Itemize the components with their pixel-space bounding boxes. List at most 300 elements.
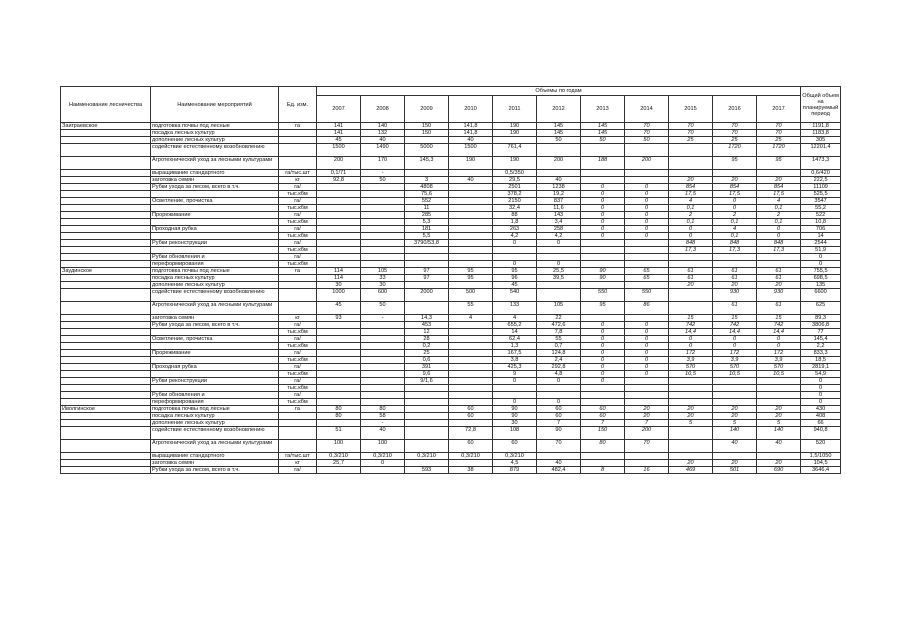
header-unit: Ед. изм. xyxy=(279,87,317,123)
forestry-cell xyxy=(61,226,151,233)
year-value-cell: 170 xyxy=(361,157,405,170)
unit-cell: тыс.кбм xyxy=(279,371,317,378)
year-value-cell: 0,1 xyxy=(669,219,713,226)
forestry-cell xyxy=(61,440,151,453)
table-header xyxy=(61,87,841,123)
table-row xyxy=(61,198,841,205)
year-value-cell: 20 xyxy=(669,460,713,467)
year-value-cell: 90 xyxy=(581,268,625,275)
year-value-cell: 570 xyxy=(713,364,757,371)
header-year: 2016 xyxy=(713,96,757,123)
total-cell: 135 xyxy=(801,282,841,289)
total-cell: 0 xyxy=(801,399,841,406)
year-value-cell: 25,5 xyxy=(537,268,581,275)
year-value-cell xyxy=(361,357,405,364)
year-value-cell: 4 xyxy=(713,226,757,233)
year-value-cell: 0,3/210 xyxy=(317,453,361,460)
year-value-cell: 5000 xyxy=(405,144,449,157)
header-by-years: Объемы по годам xyxy=(317,87,801,96)
year-value-cell xyxy=(669,453,713,460)
table-row xyxy=(61,420,841,427)
year-value-cell: 132 xyxy=(361,130,405,137)
year-value-cell: 0,3/210 xyxy=(405,453,449,460)
table-row xyxy=(61,460,841,467)
year-value-cell: 45 xyxy=(493,282,537,289)
year-value-cell: 0 xyxy=(625,322,669,329)
table-row xyxy=(61,364,841,371)
table-row xyxy=(61,302,841,315)
year-value-cell xyxy=(317,350,361,357)
year-value-cell xyxy=(361,378,405,385)
year-value-cell: 15 xyxy=(669,315,713,322)
year-value-cell xyxy=(361,350,405,357)
table-row xyxy=(61,219,841,226)
year-value-cell: 2 xyxy=(757,212,801,219)
year-value-cell: 61 xyxy=(757,275,801,282)
year-value-cell: 453 xyxy=(405,322,449,329)
year-value-cell xyxy=(581,254,625,261)
unit-cell: тыс.кбм xyxy=(279,247,317,254)
activity-cell: дополнение лесных культур xyxy=(151,420,279,427)
year-value-cell: 51 xyxy=(317,427,361,440)
year-value-cell: 7,8 xyxy=(537,329,581,336)
year-value-cell xyxy=(537,170,581,177)
forestry-cell xyxy=(61,198,151,205)
year-value-cell: 501 xyxy=(713,467,757,474)
year-value-cell: 22 xyxy=(537,315,581,322)
year-value-cell: 0 xyxy=(757,226,801,233)
unit-cell: кг xyxy=(279,315,317,322)
year-value-cell: 0 xyxy=(625,364,669,371)
year-value-cell: 45 xyxy=(317,302,361,315)
total-cell: 11109 xyxy=(801,184,841,191)
year-value-cell: 0,3/210 xyxy=(449,453,493,460)
total-cell: 2819,1 xyxy=(801,364,841,371)
activity-cell xyxy=(151,247,279,254)
activity-cell xyxy=(151,371,279,378)
total-cell: 833,3 xyxy=(801,350,841,357)
activity-cell xyxy=(151,329,279,336)
year-value-cell: 50 xyxy=(537,137,581,144)
forestry-cell xyxy=(61,275,151,282)
total-cell: 520 xyxy=(801,440,841,453)
year-value-cell: 655,2 xyxy=(493,322,537,329)
year-value-cell: 93 xyxy=(317,315,361,322)
year-value-cell: 14,4 xyxy=(713,329,757,336)
year-value-cell xyxy=(625,453,669,460)
year-value-cell: 848 xyxy=(669,240,713,247)
year-value-cell xyxy=(317,399,361,406)
year-value-cell: 1,8 xyxy=(493,219,537,226)
header-year: 2015 xyxy=(669,96,713,123)
year-value-cell xyxy=(713,261,757,268)
activity-cell: выращивание стандартного xyxy=(151,170,279,177)
year-value-cell: 20 xyxy=(757,406,801,413)
year-value-cell: 14,4 xyxy=(757,329,801,336)
year-value-cell xyxy=(449,226,493,233)
activity-cell: Проходная рубка xyxy=(151,364,279,371)
table-row xyxy=(61,378,841,385)
activity-cell: Рубки обновления и xyxy=(151,254,279,261)
year-value-cell xyxy=(361,322,405,329)
year-value-cell xyxy=(449,343,493,350)
year-value-cell: 141,8 xyxy=(449,123,493,130)
year-value-cell: 14,4 xyxy=(669,329,713,336)
total-cell: 698,5 xyxy=(801,275,841,282)
year-value-cell: 0,1 xyxy=(757,205,801,212)
forestry-cell xyxy=(61,399,151,406)
year-value-cell xyxy=(361,336,405,343)
unit-cell: тыс.кбм xyxy=(279,261,317,268)
unit-cell: га/ xyxy=(279,184,317,191)
year-value-cell: 540 xyxy=(493,289,537,302)
year-value-cell: 20 xyxy=(669,413,713,420)
year-value-cell: 65 xyxy=(625,268,669,275)
year-value-cell xyxy=(317,240,361,247)
forestry-cell: Заудинское xyxy=(61,268,151,275)
year-value-cell: 550 xyxy=(581,289,625,302)
year-value-cell xyxy=(669,261,713,268)
year-value-cell: 1,3 xyxy=(493,343,537,350)
year-value-cell: 143 xyxy=(537,212,581,219)
year-value-cell xyxy=(317,329,361,336)
year-value-cell: 70 xyxy=(669,130,713,137)
year-value-cell: 0 xyxy=(581,226,625,233)
year-value-cell: 90 xyxy=(493,413,537,420)
year-value-cell: 0,5/350 xyxy=(493,170,537,177)
year-value-cell xyxy=(537,289,581,302)
year-value-cell xyxy=(449,205,493,212)
total-cell: 0,6/420 xyxy=(801,170,841,177)
forestry-cell xyxy=(61,322,151,329)
year-value-cell: 3,9 xyxy=(669,357,713,364)
header-year: 2009 xyxy=(405,96,449,123)
unit-cell: га/ xyxy=(279,336,317,343)
year-value-cell: 0 xyxy=(581,357,625,364)
unit-cell: тыс.кбм xyxy=(279,329,317,336)
year-value-cell: 70 xyxy=(713,130,757,137)
year-value-cell: 90 xyxy=(581,275,625,282)
forestry-cell xyxy=(61,329,151,336)
year-value-cell: 70 xyxy=(625,440,669,453)
activity-cell: Осветление, прочистка xyxy=(151,336,279,343)
year-value-cell xyxy=(625,282,669,289)
year-value-cell: 96 xyxy=(493,275,537,282)
year-value-cell: 150 xyxy=(405,123,449,130)
forestry-cell xyxy=(61,137,151,144)
year-value-cell xyxy=(405,420,449,427)
year-value-cell: 0 xyxy=(669,343,713,350)
year-value-cell: 0 xyxy=(669,233,713,240)
year-value-cell: 8 xyxy=(581,467,625,474)
year-value-cell: 854 xyxy=(713,184,757,191)
year-value-cell: 0 xyxy=(625,350,669,357)
year-value-cell xyxy=(581,315,625,322)
year-value-cell: 55 xyxy=(449,302,493,315)
year-value-cell xyxy=(449,282,493,289)
year-value-cell: 20 xyxy=(669,406,713,413)
unit-cell: га xyxy=(279,268,317,275)
year-value-cell: - xyxy=(361,170,405,177)
year-value-cell xyxy=(449,191,493,198)
forestry-cell xyxy=(61,357,151,364)
table-row xyxy=(61,170,841,177)
year-value-cell xyxy=(669,399,713,406)
year-value-cell xyxy=(361,329,405,336)
year-value-cell: 848 xyxy=(713,240,757,247)
unit-cell: га/ xyxy=(279,212,317,219)
year-value-cell xyxy=(625,378,669,385)
year-value-cell xyxy=(625,392,669,399)
year-value-cell: 75,6 xyxy=(405,191,449,198)
year-value-cell: 17,5 xyxy=(757,191,801,198)
year-value-cell: 0 xyxy=(625,219,669,226)
total-cell: 0 xyxy=(801,261,841,268)
total-cell: 89,3 xyxy=(801,315,841,322)
forestry-cell xyxy=(61,212,151,219)
forestry-cell xyxy=(61,378,151,385)
total-cell: 1473,3 xyxy=(801,157,841,170)
year-value-cell: 285 xyxy=(405,212,449,219)
year-value-cell: 0 xyxy=(581,350,625,357)
year-value-cell xyxy=(361,205,405,212)
table-body xyxy=(61,123,841,474)
year-value-cell: 5 xyxy=(713,420,757,427)
year-value-cell xyxy=(625,170,669,177)
year-value-cell: 0 xyxy=(581,378,625,385)
year-value-cell xyxy=(317,191,361,198)
year-value-cell: 60 xyxy=(537,413,581,420)
unit-cell: га/ xyxy=(279,350,317,357)
year-value-cell: 39,5 xyxy=(537,275,581,282)
year-value-cell xyxy=(581,460,625,467)
year-value-cell xyxy=(361,233,405,240)
table-row xyxy=(61,177,841,184)
year-value-cell xyxy=(317,364,361,371)
year-value-cell: 4 xyxy=(493,315,537,322)
year-value-cell xyxy=(669,254,713,261)
forestry-cell xyxy=(61,392,151,399)
unit-cell: га/ xyxy=(279,198,317,205)
year-value-cell: 28 xyxy=(405,336,449,343)
year-value-cell: 3,9 xyxy=(757,357,801,364)
year-value-cell xyxy=(669,289,713,302)
table-row xyxy=(61,315,841,322)
table-row xyxy=(61,350,841,357)
year-value-cell: 391 xyxy=(405,364,449,371)
total-cell: 10,8 xyxy=(801,219,841,226)
year-value-cell: 61 xyxy=(669,268,713,275)
year-value-cell: 0 xyxy=(493,261,537,268)
table-row xyxy=(61,440,841,453)
activity-cell: посадка лесных культур xyxy=(151,275,279,282)
year-value-cell: 70 xyxy=(757,130,801,137)
year-value-cell: 5 xyxy=(757,420,801,427)
year-value-cell: 90 xyxy=(493,406,537,413)
year-value-cell: 0 xyxy=(625,226,669,233)
year-value-cell: 141 xyxy=(317,130,361,137)
year-value-cell: 0,3/210 xyxy=(493,453,537,460)
year-value-cell: 0 xyxy=(625,184,669,191)
year-value-cell xyxy=(713,385,757,392)
year-value-cell: 105 xyxy=(361,268,405,275)
year-value-cell: 0,1 xyxy=(669,205,713,212)
total-cell: 1183,8 xyxy=(801,130,841,137)
table-row xyxy=(61,413,841,420)
year-value-cell: 70 xyxy=(537,440,581,453)
year-value-cell xyxy=(405,427,449,440)
year-value-cell: 60 xyxy=(493,440,537,453)
activity-cell: Осветление, прочистка xyxy=(151,198,279,205)
year-value-cell: 854 xyxy=(757,184,801,191)
table-row xyxy=(61,268,841,275)
year-value-cell: 62,4 xyxy=(493,336,537,343)
year-value-cell: 552 xyxy=(405,198,449,205)
year-value-cell: 570 xyxy=(669,364,713,371)
year-value-cell: 20 xyxy=(713,460,757,467)
year-value-cell xyxy=(449,170,493,177)
table-row xyxy=(61,137,841,144)
year-value-cell xyxy=(757,254,801,261)
year-value-cell: 17,3 xyxy=(669,247,713,254)
year-value-cell: 0 xyxy=(493,240,537,247)
forestry-cell xyxy=(61,315,151,322)
year-value-cell: 600 xyxy=(361,289,405,302)
year-value-cell: 0,2 xyxy=(405,343,449,350)
year-value-cell xyxy=(361,198,405,205)
year-value-cell: 20 xyxy=(625,413,669,420)
year-value-cell: 40 xyxy=(449,177,493,184)
year-value-cell: 0 xyxy=(537,399,581,406)
unit-cell: тыс.кбм xyxy=(279,399,317,406)
year-value-cell xyxy=(361,219,405,226)
year-value-cell: 2501 xyxy=(493,184,537,191)
year-value-cell: 0 xyxy=(581,336,625,343)
table-row xyxy=(61,385,841,392)
forestry-cell xyxy=(61,453,151,460)
year-value-cell xyxy=(625,240,669,247)
year-value-cell: 4,8 xyxy=(537,371,581,378)
activity-cell xyxy=(151,357,279,364)
year-value-cell: 0 xyxy=(669,336,713,343)
year-value-cell: 167,5 xyxy=(493,350,537,357)
year-value-cell: 25,7 xyxy=(317,460,361,467)
year-value-cell: 0 xyxy=(493,399,537,406)
year-value-cell: 190 xyxy=(449,157,493,170)
unit-cell xyxy=(279,289,317,302)
year-value-cell: 0 xyxy=(625,205,669,212)
year-value-cell: 1500 xyxy=(449,144,493,157)
year-value-cell xyxy=(405,392,449,399)
total-cell: 77 xyxy=(801,329,841,336)
year-value-cell: 72,8 xyxy=(449,427,493,440)
header-year: 2010 xyxy=(449,96,493,123)
year-value-cell: 40 xyxy=(361,137,405,144)
year-value-cell: 100 xyxy=(361,440,405,453)
total-cell: 0 xyxy=(801,392,841,399)
year-value-cell xyxy=(669,170,713,177)
year-value-cell xyxy=(581,392,625,399)
forestry-plan-table-sheet xyxy=(60,86,840,474)
year-value-cell xyxy=(537,282,581,289)
year-value-cell: 570 xyxy=(757,364,801,371)
unit-cell: тыс.кбм xyxy=(279,385,317,392)
total-cell: 430 xyxy=(801,406,841,413)
year-value-cell: 61 xyxy=(757,302,801,315)
table-row xyxy=(61,191,841,198)
activity-cell: посадка лесных культур xyxy=(151,130,279,137)
total-cell: 2544 xyxy=(801,240,841,247)
year-value-cell: 70 xyxy=(669,123,713,130)
total-cell: 940,8 xyxy=(801,427,841,440)
unit-cell: га/ xyxy=(279,322,317,329)
year-value-cell xyxy=(449,378,493,385)
year-value-cell: 2150 xyxy=(493,198,537,205)
table-row xyxy=(61,226,841,233)
year-value-cell xyxy=(625,385,669,392)
year-value-cell: 0 xyxy=(757,336,801,343)
year-value-cell xyxy=(405,460,449,467)
year-value-cell: 0 xyxy=(625,371,669,378)
year-value-cell: 32,4 xyxy=(493,205,537,212)
unit-cell: га/ xyxy=(279,467,317,474)
year-value-cell: 10,5 xyxy=(669,371,713,378)
year-value-cell: 0 xyxy=(581,198,625,205)
year-value-cell xyxy=(625,261,669,268)
year-value-cell: 181 xyxy=(405,226,449,233)
forestry-cell xyxy=(61,371,151,378)
year-value-cell xyxy=(625,254,669,261)
year-value-cell: 80 xyxy=(361,406,405,413)
activity-cell: подготовка почвы под лесные xyxy=(151,406,279,413)
year-value-cell xyxy=(317,385,361,392)
unit-cell xyxy=(279,420,317,427)
year-value-cell xyxy=(581,399,625,406)
year-value-cell: 25 xyxy=(405,350,449,357)
year-value-cell: 0 xyxy=(713,205,757,212)
total-cell: 3547 xyxy=(801,198,841,205)
year-value-cell xyxy=(449,336,493,343)
header-year: 2012 xyxy=(537,96,581,123)
forestry-cell xyxy=(61,130,151,137)
year-value-cell: 2000 xyxy=(405,289,449,302)
year-value-cell xyxy=(581,170,625,177)
forestry-cell xyxy=(61,427,151,440)
year-value-cell: 105 xyxy=(537,302,581,315)
activity-cell: Рубки реконструкции xyxy=(151,378,279,385)
year-value-cell: 1720 xyxy=(713,144,757,157)
unit-cell xyxy=(279,440,317,453)
year-value-cell xyxy=(449,198,493,205)
total-cell: 525,5 xyxy=(801,191,841,198)
total-cell: 104,5 xyxy=(801,460,841,467)
year-value-cell: 16 xyxy=(625,467,669,474)
year-value-cell xyxy=(317,184,361,191)
year-value-cell xyxy=(537,453,581,460)
year-value-cell xyxy=(449,350,493,357)
year-value-cell xyxy=(361,392,405,399)
year-value-cell xyxy=(405,247,449,254)
year-value-cell: 55 xyxy=(537,336,581,343)
year-value-cell xyxy=(757,399,801,406)
year-value-cell xyxy=(317,198,361,205)
forestry-cell xyxy=(61,460,151,467)
year-value-cell xyxy=(713,170,757,177)
table-row xyxy=(61,212,841,219)
year-value-cell xyxy=(361,247,405,254)
activity-cell xyxy=(151,233,279,240)
forestry-cell xyxy=(61,420,151,427)
